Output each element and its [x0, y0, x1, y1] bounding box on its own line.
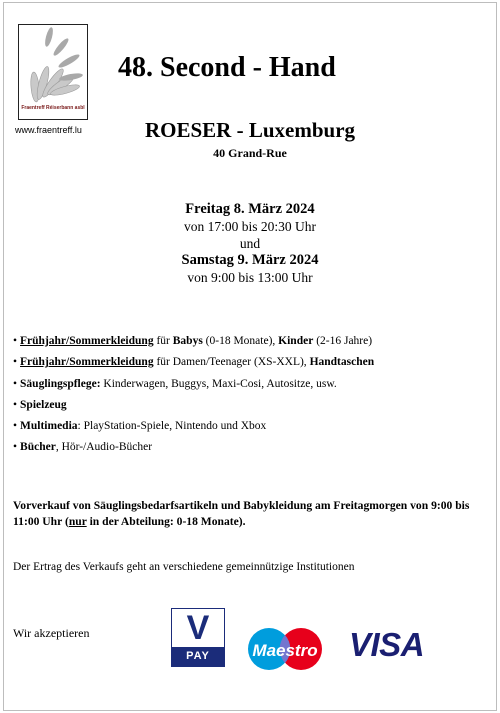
item-underlined: Frühjahr/Sommerkleidung: [20, 356, 154, 369]
vpay-logo: [171, 608, 225, 667]
website-url[interactable]: www.fraentreff.lu: [15, 125, 82, 135]
item-text: Kinderwagen, Buggys, Maxi-Cosi, Autositze, usw.: [100, 377, 337, 390]
event-dates: [0, 201, 500, 286]
list-item: [13, 437, 493, 458]
item-text: (2-16 Jahre): [313, 335, 373, 347]
fraentreff-logo: [18, 24, 88, 120]
maestro-text: Maestro: [252, 641, 318, 660]
page-title: 48. Second - Hand: [118, 52, 336, 83]
presale-text: in der Abteilung: 0-18 Monate).: [86, 515, 246, 528]
item-bold: Spielzeug: [20, 398, 67, 411]
day-2: Samstag 9. März 2024: [181, 252, 319, 268]
presale-underlined: nur: [68, 515, 87, 528]
list-item: [13, 331, 493, 352]
payment-label: Wir akzeptieren: [13, 626, 90, 640]
flower-icon: [19, 25, 86, 105]
and-text: und: [239, 236, 261, 251]
presale-text: Vorverkauf von Säuglingsbedarfsartikeln und Babykleidung am Freitagmorgen von 9:00 bis 11:00 Uhr (: [13, 499, 470, 528]
item-bold: Multimedia: [20, 420, 78, 433]
item-text: , Hör-/Audio-Bücher: [55, 441, 153, 454]
presale-notice: [13, 498, 489, 530]
item-bold: Bücher: [20, 441, 56, 454]
list-item: [13, 352, 493, 373]
logo-text: Fraentreff Réiserbann asbl: [21, 105, 85, 111]
visa-logo: VISA: [349, 626, 425, 663]
item-bold: Babys: [172, 335, 203, 347]
time-2: von 9:00 bis 13:00 Uhr: [187, 270, 313, 285]
vpay-pay: PAY: [172, 647, 224, 666]
day-1: Freitag 8. März 2024: [185, 201, 315, 217]
item-bold: Kinder: [278, 335, 314, 347]
item-text: für: [153, 335, 173, 347]
list-item: [13, 395, 493, 416]
proceeds-notice: Der Ertrag des Verkaufs geht an verschiedene gemeinnützige Institutionen: [13, 561, 355, 573]
item-text: : PlayStation-Spiele, Nintendo und Xbox: [77, 420, 267, 433]
maestro-logo: [244, 627, 326, 671]
address: 40 Grand-Rue: [213, 146, 287, 160]
item-text: (0-18 Monate),: [202, 335, 279, 347]
time-1: von 17:00 bis 20:30 Uhr: [183, 219, 316, 234]
list-item: [13, 416, 493, 437]
items-list: [13, 331, 493, 459]
item-underlined: Frühjahr/Sommerkleidung: [20, 335, 154, 347]
vpay-v: V: [186, 609, 210, 647]
list-item: [13, 374, 493, 395]
item-bold: Säuglingspflege:: [20, 377, 101, 390]
location: ROESER - Luxemburg: [144, 118, 356, 142]
item-text: für Damen/Teenager (XS-XXL),: [153, 356, 310, 369]
item-bold: Handtaschen: [309, 356, 375, 369]
